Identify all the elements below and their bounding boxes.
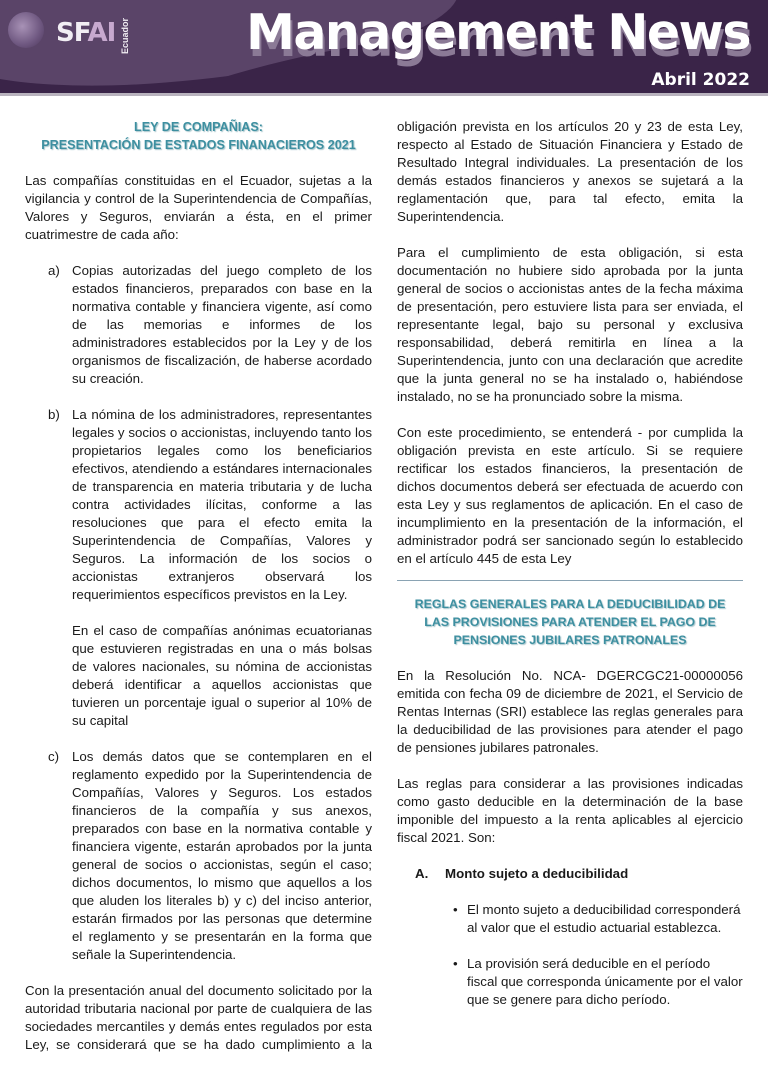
article1-closing-right: obligación prevista en los artículos 20 y 23 de esta Ley, respecto al Estado de Situación Financiera y Estado de Resultado Integral individuales. La presentación de los demás estados financieros y anexos se sujetará a la reglamentación que, para tal efecto, emita la Superintendencia. xyxy=(397,119,743,224)
list-item-b xyxy=(25,406,372,604)
spacer xyxy=(397,937,743,955)
logo-country-label: Ecuador xyxy=(120,18,130,55)
list-item-c xyxy=(25,748,372,964)
section-title: Monto sujeto a deducibilidad xyxy=(445,866,629,881)
right-column xyxy=(397,118,743,1009)
article1-intro: Las compañías constituidas en el Ecuador, sujetas a la vigilancia y control de la Superintendencia de Compañías, Valores y Seguros, enviarán a ésta, en el primer cuatrimestre de cada año: xyxy=(25,173,372,242)
bullet-icon: • xyxy=(453,956,458,971)
spacer xyxy=(397,406,743,424)
article1-heading xyxy=(25,118,372,154)
issue-date: Abril 2022 xyxy=(651,70,750,90)
article2-para2: Las reglas para considerar a las provisiones indicadas como gasto deducible en la determinación de la base imponible del impuesto a la renta aplicables al ejercicio fiscal 2021. Son: xyxy=(397,776,743,845)
article1-para2: Para el cumplimiento de esta obligación, si esta documentación no hubiere sido aprobada por la junta general de socios o accionistas antes de la fecha máxima de presentación, pero estuviere lista para ser enviada, el representante legal, bajo su personal y exclusiva responsabilidad, deberá remitirla en línea a la Superintendencia, junto con una declaración que acredite que la junta general no se ha instalado o, habiéndose instalado, no se ha pronunciado sobre la misma. xyxy=(397,245,743,404)
bullet-icon: • xyxy=(453,902,458,917)
article2-para1: En la Resolución No. NCA- DGERCGC21-00000056 emitida con fecha 09 de diciembre de 2021, el Servicio de Rentas Internas (SRI) establece las reglas generales para la deducibilidad de las provisiones para atender el pago de pensiones jubilares patronales. xyxy=(397,668,743,755)
bullet-item xyxy=(397,955,743,1009)
logo-ai: AI xyxy=(87,18,116,48)
newsletter-title: Management News xyxy=(246,4,750,61)
bullet-item xyxy=(397,901,743,937)
article1-closing-left: Con la presentación anual del documento solicitado por la autoridad tributaria nacional por parte de cualquiera de las sociedades mercantiles y demás entes regulados por esta Ley, se considerará que se ha dado cumplimiento a la xyxy=(25,983,372,1052)
article1-heading-line2: PRESENTACIÓN DE ESTADOS FINANACIEROS 2021 xyxy=(41,138,356,152)
header-divider xyxy=(0,93,768,96)
spacer xyxy=(25,604,372,622)
spacer xyxy=(397,883,743,901)
article1-para3: Con este procedimiento, se entenderá - por cumplida la obligación prevista en este artículo. Si se requiere rectificar los estados financieros, la presentación de dichos documentos deberá ser efectuada de acuerdo con esta Ley y sus reglamentos de aplicación. En el caso de incumplimiento en la presentación de la información, el administrador podrá ser sancionado según lo establecido en el artículo 445 de esta Ley xyxy=(397,425,743,566)
list-item-label: a) xyxy=(48,263,60,278)
list-item-label: b) xyxy=(48,407,60,422)
newsletter-header xyxy=(0,0,768,96)
list-item-text: Copias autorizadas del juego completo de los estados financieros, preparados con base en la normativa contable y financiera vigente, así como de las memorias e informes de los administradores establecidos por la Ley y de los organismos de fiscalización, de haberse acordado su creación. xyxy=(72,263,372,386)
list-item-a xyxy=(25,262,372,388)
list-item-b-extra: En el caso de compañías anónimas ecuatorianas que estuvieren registradas en una o más bolsas de valores nacionales, su nómina de accionistas deberá identificar a aquellos accionistas que tuvieren un porcentaje igual o superior al 10% de su capital xyxy=(72,623,372,728)
spacer xyxy=(25,154,372,172)
spacer xyxy=(397,649,743,667)
logo-wordmark xyxy=(56,18,115,48)
logo-sf: SF xyxy=(56,18,88,48)
logo-emblem-icon xyxy=(8,12,44,48)
article1-heading-line1: LEY DE COMPAÑIAS: xyxy=(134,120,263,134)
spacer xyxy=(25,730,372,748)
spacer xyxy=(25,244,372,262)
list-item-label: c) xyxy=(48,749,60,764)
bullet-text: El monto sujeto a deducibilidad corresponderá al valor que el estudio actuarial establezca. xyxy=(467,902,741,935)
logo-country xyxy=(118,16,132,60)
spacer xyxy=(397,757,743,775)
list-item-text: Los demás datos que se contemplaren en el reglamento expedido por la Superintendencia de Compañías, Valores y Seguros. Los estados financieros de la compañía y sus anexos, preparados con base en la normativa contable y financiera vigente, estarán aprobados por la junta general de socios o accionistas, según el caso; dichos documentos, lo mismo que aquellos a los que aluden los literales b) y c) del inciso anterior, estarán firmados por las personas que determine el reglamento y se presentarán en la forma que señale la Superintendencia. xyxy=(72,749,372,962)
article2-heading-line1: REGLAS GENERALES PARA LA DEDUCIBILIDAD DE xyxy=(414,597,726,611)
left-column xyxy=(25,118,372,1054)
spacer xyxy=(25,388,372,406)
list-item-text: La nómina de los administradores, representantes legales y socios o accionistas, incluyendo tanto los propietarios legales como los beneficiarios efectivos, atendiendo a estándares internacionales de transparencia en materia tributaria y de lucha contra actividades ilícitas, conforme a las resoluciones que para el efecto emita la Superintendencia de Compañías, Valores y Seguros. La información de los socios o accionistas extranjeros observará los requerimientos específicos previstos en la Ley. xyxy=(72,407,372,602)
spacer xyxy=(397,847,743,865)
spacer xyxy=(397,226,743,244)
section-divider xyxy=(397,580,743,581)
article2-heading-line3: PENSIONES JUBILARES PATRONALES xyxy=(453,633,687,647)
article2-heading-line2: LAS PROVISIONES PARA ATENDER EL PAGO DE xyxy=(424,615,716,629)
bullet-text: La provisión será deducible en el período fiscal que corresponda únicamente por el valor que se genere para dicho período. xyxy=(467,956,743,1007)
article2-heading xyxy=(397,595,743,649)
article2-section-a xyxy=(397,865,743,883)
section-label: A. xyxy=(415,866,429,881)
spacer xyxy=(25,964,372,982)
